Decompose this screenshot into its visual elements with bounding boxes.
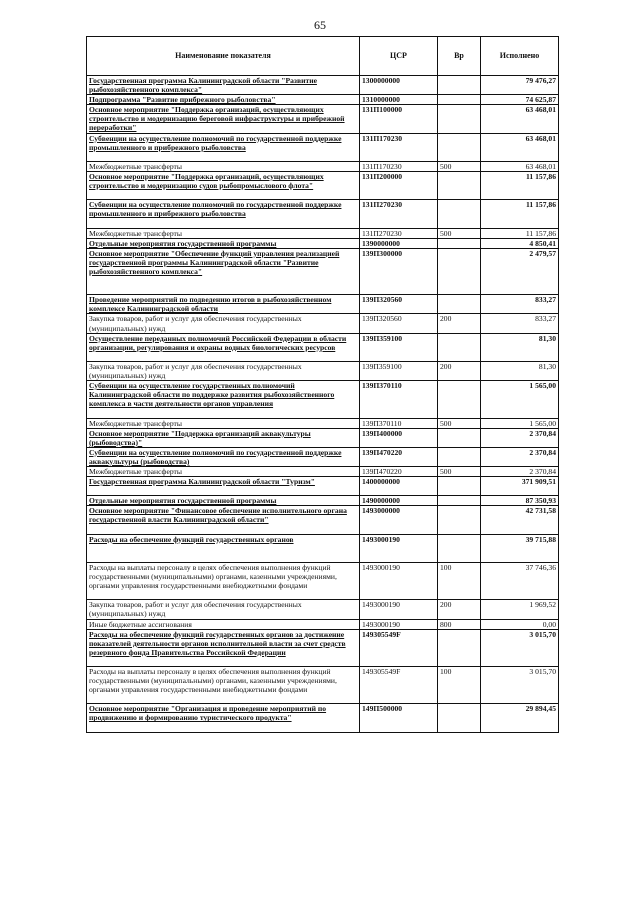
cell-vr <box>438 496 481 506</box>
cell-csr: 1493000000 <box>360 506 438 534</box>
cell-vr: 100 <box>438 562 481 599</box>
table-row <box>87 95 559 105</box>
cell-csr: 139П470220 <box>360 466 438 476</box>
table-row <box>87 466 559 476</box>
cell-name: Субвенции на осуществление государственных полномочий Калининградской области по поддержке развития рыбохозяйственного комплекса в части деятельности органов управления <box>87 381 360 418</box>
cell-amount: 63 468,01 <box>481 161 559 171</box>
cell-amount: 11 157,86 <box>481 171 559 199</box>
cell-vr <box>438 248 481 295</box>
cell-csr: 131П270230 <box>360 228 438 238</box>
cell-amount: 3 015,70 <box>481 667 559 704</box>
table-row <box>87 562 559 599</box>
cell-amount: 81,30 <box>481 361 559 380</box>
cell-csr: 1493000190 <box>360 600 438 619</box>
cell-csr: 131П200000 <box>360 171 438 199</box>
cell-amount: 2 479,57 <box>481 248 559 295</box>
table-row <box>87 600 559 619</box>
cell-vr <box>438 629 481 666</box>
cell-csr: 139П320560 <box>360 314 438 333</box>
page-number: 65 <box>314 18 326 32</box>
cell-name: Расходы на обеспечение функций государственных органов <box>87 534 360 562</box>
cell-vr: 100 <box>438 667 481 704</box>
cell-vr <box>438 447 481 466</box>
cell-name: Межбюджетные трансферты <box>87 161 360 171</box>
cell-amount: 81,30 <box>481 333 559 361</box>
cell-vr: 500 <box>438 418 481 428</box>
cell-vr: 800 <box>438 619 481 629</box>
cell-csr: 131П100000 <box>360 105 438 133</box>
cell-amount: 37 746,36 <box>481 562 559 599</box>
cell-vr <box>438 76 481 95</box>
cell-name: Государственная программа Калининградской области "Развитие рыбохозяйственного комплекса" <box>87 76 360 95</box>
cell-vr: 500 <box>438 466 481 476</box>
cell-vr: 500 <box>438 228 481 238</box>
cell-vr <box>438 105 481 133</box>
cell-vr <box>438 95 481 105</box>
cell-amount: 833,27 <box>481 295 559 314</box>
cell-name: Расходы на выплаты персоналу в целях обеспечения выполнения функций государственными (муниципальными) органами, казенными учреждениями, органами управления государственными внебюджетными фондами <box>87 667 360 704</box>
table-row <box>87 534 559 562</box>
cell-amount: 11 157,86 <box>481 228 559 238</box>
cell-vr <box>438 238 481 248</box>
cell-amount: 833,27 <box>481 314 559 333</box>
column-header-csr: ЦСР <box>360 37 438 76</box>
cell-amount: 87 350,93 <box>481 496 559 506</box>
cell-vr <box>438 295 481 314</box>
table-row <box>87 447 559 466</box>
cell-csr: 149305549F <box>360 667 438 704</box>
cell-name: Расходы на обеспечение функций государственных органов за достижение показателей деятельности органов исполнительной власти за счет средств резервного фонда Правительства Российской Федерации <box>87 629 360 666</box>
cell-csr: 1300000000 <box>360 76 438 95</box>
cell-amount: 63 468,01 <box>481 133 559 161</box>
table-row <box>87 667 559 704</box>
table-row <box>87 105 559 133</box>
table-row <box>87 496 559 506</box>
table-row <box>87 161 559 171</box>
cell-vr: 200 <box>438 314 481 333</box>
table-row <box>87 248 559 295</box>
table-row <box>87 428 559 447</box>
cell-vr <box>438 200 481 228</box>
cell-name: Субвенции на осуществление полномочий по государственной поддержке промышленного и прибрежного рыболовства <box>87 133 360 161</box>
cell-csr: 131П270230 <box>360 200 438 228</box>
cell-csr: 131П170230 <box>360 161 438 171</box>
cell-name: Субвенции на осуществление полномочий по государственной поддержке аквакультуры (рыбоводства) <box>87 447 360 466</box>
table-row <box>87 238 559 248</box>
cell-csr: 139П320560 <box>360 295 438 314</box>
cell-csr: 139П359100 <box>360 361 438 380</box>
cell-csr: 139П400000 <box>360 428 438 447</box>
cell-amount: 74 625,87 <box>481 95 559 105</box>
cell-amount: 3 015,70 <box>481 629 559 666</box>
cell-csr: 1390000000 <box>360 238 438 248</box>
cell-amount: 39 715,88 <box>481 534 559 562</box>
cell-vr <box>438 333 481 361</box>
cell-vr <box>438 381 481 418</box>
cell-csr: 149305549F <box>360 629 438 666</box>
column-header-vr: Вр <box>438 37 481 76</box>
table-row <box>87 76 559 95</box>
table-row <box>87 704 559 732</box>
budget-table <box>86 36 559 733</box>
cell-amount: 79 476,27 <box>481 76 559 95</box>
cell-amount: 11 157,86 <box>481 200 559 228</box>
cell-amount: 42 731,58 <box>481 506 559 534</box>
table-row <box>87 619 559 629</box>
cell-name: Закупка товаров, работ и услуг для обеспечения государственных (муниципальных) нужд <box>87 600 360 619</box>
cell-name: Межбюджетные трансферты <box>87 228 360 238</box>
cell-name: Основное мероприятие "Поддержка организаций аквакультуры (рыбоводства)" <box>87 428 360 447</box>
cell-name: Субвенции на осуществление полномочий по государственной поддержке промышленного и прибрежного рыболовства <box>87 200 360 228</box>
table-row <box>87 200 559 228</box>
cell-amount: 4 850,41 <box>481 238 559 248</box>
cell-vr <box>438 506 481 534</box>
cell-vr: 200 <box>438 600 481 619</box>
cell-name: Проведение мероприятий по подведению итогов в рыбохозяйственном комплексе Калининградской области <box>87 295 360 314</box>
cell-csr: 139П370110 <box>360 381 438 418</box>
cell-name: Основное мероприятие "Обеспечение функций управления реализацией государственной программы Калининградской области "Развитие рыбохозяйственного комплекса" <box>87 248 360 295</box>
cell-name: Отдельные мероприятия государственной программы <box>87 238 360 248</box>
cell-csr: 1490000000 <box>360 496 438 506</box>
cell-vr: 500 <box>438 161 481 171</box>
cell-csr: 139П370110 <box>360 418 438 428</box>
cell-csr: 139П300000 <box>360 248 438 295</box>
cell-csr: 1310000000 <box>360 95 438 105</box>
cell-name: Закупка товаров, работ и услуг для обеспечения государственных (муниципальных) нужд <box>87 361 360 380</box>
cell-name: Закупка товаров, работ и услуг для обеспечения государственных (муниципальных) нужд <box>87 314 360 333</box>
table-row <box>87 381 559 418</box>
cell-name: Межбюджетные трансферты <box>87 466 360 476</box>
cell-csr: 139П470220 <box>360 447 438 466</box>
cell-amount: 1 969,52 <box>481 600 559 619</box>
cell-name: Основное мероприятие "Поддержка организаций, осуществляющих строительство и модернизацию судов рыбопромыслового флота" <box>87 171 360 199</box>
column-header-name: Наименование показателя <box>87 37 360 76</box>
cell-name: Основное мероприятие "Организация и проведение мероприятий по продвижению и формированию туристического продукта" <box>87 704 360 732</box>
cell-amount: 29 894,45 <box>481 704 559 732</box>
cell-amount: 0,00 <box>481 619 559 629</box>
cell-amount: 2 370,84 <box>481 466 559 476</box>
cell-csr: 149П500000 <box>360 704 438 732</box>
table-row <box>87 629 559 666</box>
cell-name: Межбюджетные трансферты <box>87 418 360 428</box>
cell-name: Отдельные мероприятия государственной программы <box>87 496 360 506</box>
cell-vr <box>438 133 481 161</box>
cell-csr: 139П359100 <box>360 333 438 361</box>
cell-amount: 63 468,01 <box>481 105 559 133</box>
cell-amount: 371 909,51 <box>481 477 559 496</box>
cell-amount: 2 370,84 <box>481 428 559 447</box>
column-header-amount: Исполнено <box>481 37 559 76</box>
cell-csr: 1493000190 <box>360 562 438 599</box>
table-row <box>87 506 559 534</box>
cell-csr: 1400000000 <box>360 477 438 496</box>
cell-csr: 131П170230 <box>360 133 438 161</box>
table-row <box>87 361 559 380</box>
cell-name: Подпрограмма "Развитие прибрежного рыболовства" <box>87 95 360 105</box>
cell-vr <box>438 477 481 496</box>
table-row <box>87 477 559 496</box>
cell-name: Основное мероприятие "Финансовое обеспечение исполнительного органа государственной власти Калининградской области" <box>87 506 360 534</box>
table-row <box>87 133 559 161</box>
table-row <box>87 228 559 238</box>
table-body <box>87 76 559 733</box>
cell-amount: 1 565,00 <box>481 418 559 428</box>
cell-name: Основное мероприятие "Поддержка организаций, осуществляющих строительство и модернизацию береговой инфраструктуры и прибрежной переработки" <box>87 105 360 133</box>
cell-csr: 1493000190 <box>360 534 438 562</box>
table-row <box>87 295 559 314</box>
cell-name: Расходы на выплаты персоналу в целях обеспечения выполнения функций государственными (муниципальными) органами, казенными учреждениями, органами управления государственными внебюджетными фондами <box>87 562 360 599</box>
cell-vr: 200 <box>438 361 481 380</box>
cell-name: Осуществление переданных полномочий Российской Федерации в области организации, регулирования и охраны водных биологических ресурсов <box>87 333 360 361</box>
cell-vr <box>438 171 481 199</box>
cell-vr <box>438 704 481 732</box>
cell-vr <box>438 534 481 562</box>
table-row <box>87 171 559 199</box>
cell-name: Государственная программа Калининградской области "Туризм" <box>87 477 360 496</box>
cell-amount: 2 370,84 <box>481 447 559 466</box>
cell-amount: 1 565,00 <box>481 381 559 418</box>
cell-vr <box>438 428 481 447</box>
table-row <box>87 333 559 361</box>
table-header-row <box>87 37 559 76</box>
table-row <box>87 418 559 428</box>
cell-name: Иные бюджетные ассигнования <box>87 619 360 629</box>
cell-csr: 1493000190 <box>360 619 438 629</box>
table-row <box>87 314 559 333</box>
